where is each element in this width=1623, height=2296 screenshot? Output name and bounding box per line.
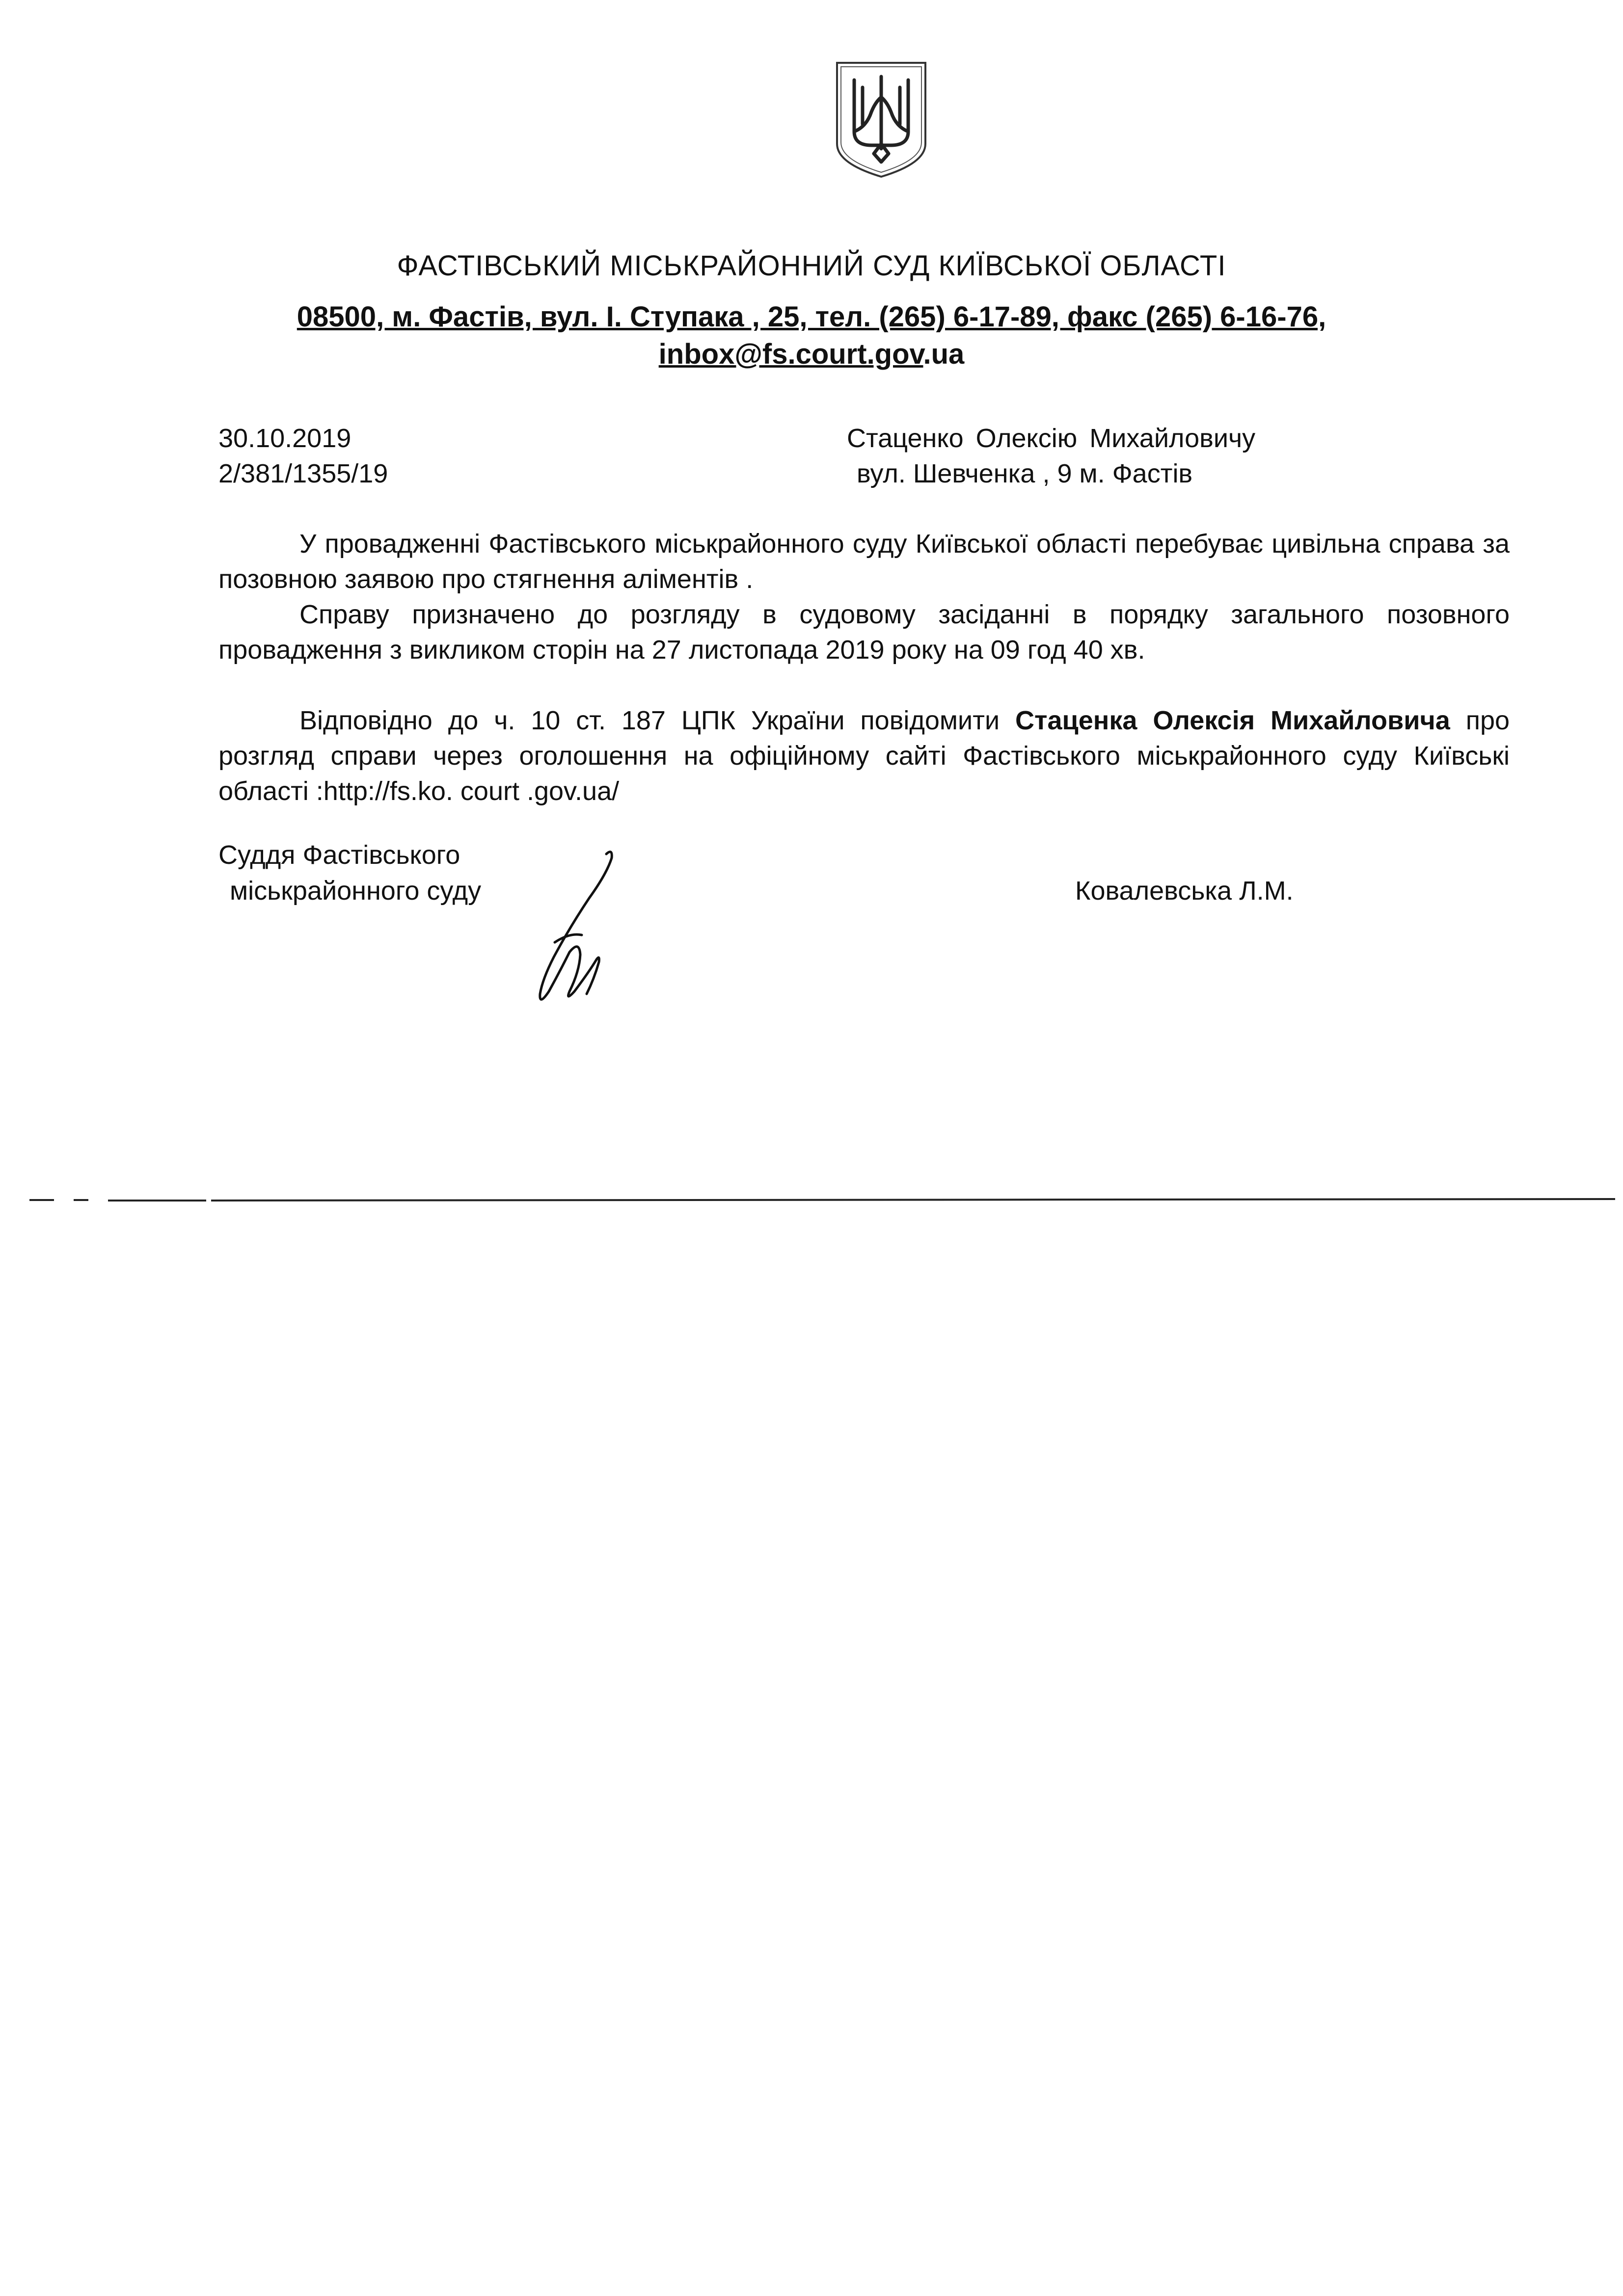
judge-name: Ковалевська Л.М. <box>1075 876 1294 906</box>
court-address: 08500, м. Фастів, вул. І. Ступака , 25, тел. (265) 6-17-89, факс (265) 6-16-76, <box>297 301 1326 333</box>
handwritten-signature <box>496 844 623 1011</box>
body-paragraph-2: Справу призначено до розгляду в судовому засіданні в порядку загального позовного провадження з викликом сторін на 27 листопада 2019 року на 09 год 40 хв. <box>218 600 1510 665</box>
body-paragraph-1: У провадженні Фастівського міськрайонного суду Київської області перебуває цивільна справа за позовною заявою про стягнення аліментів . <box>218 529 1510 594</box>
paragraph-3-text-start: Відповідно до ч. 10 ст. 187 ЦПК України повідомити <box>299 706 1016 735</box>
judge-title-line-2: міськрайонного суду <box>230 876 482 906</box>
recipient-name: Стаценко Олексію Михайловичу <box>847 424 1256 453</box>
court-email-line <box>0 338 1623 371</box>
court-email-suffix: .ua <box>923 338 965 370</box>
coat-of-arms-icon <box>832 58 930 181</box>
court-name: ФАСТІВСЬКИЙ МІСЬКРАЙОННИЙ СУД КИЇВСЬКОЇ ОБЛАСТІ <box>397 250 1226 282</box>
judge-title-line-1: Суддя Фастівського <box>218 840 460 870</box>
defendant-name: Стаценка Олексія Михайловича <box>1015 706 1450 735</box>
document-date: 30.10.2019 <box>218 424 352 453</box>
case-number: 2/381/1355/19 <box>218 459 388 488</box>
court-email[interactable]: inbox@fs.court.gov <box>658 338 923 370</box>
page-bottom-rule <box>0 1198 1623 1203</box>
recipient-address: вул. Шевченка , 9 м. Фастів <box>857 459 1193 488</box>
body-paragraph-3 <box>218 703 1510 809</box>
paragraph-3-text-end: про розгляд справи через оголошення на офіційному сайті Фастівського міськрайонного суду Київські області :http://fs.ko. court .gov.ua/ <box>218 706 1510 806</box>
